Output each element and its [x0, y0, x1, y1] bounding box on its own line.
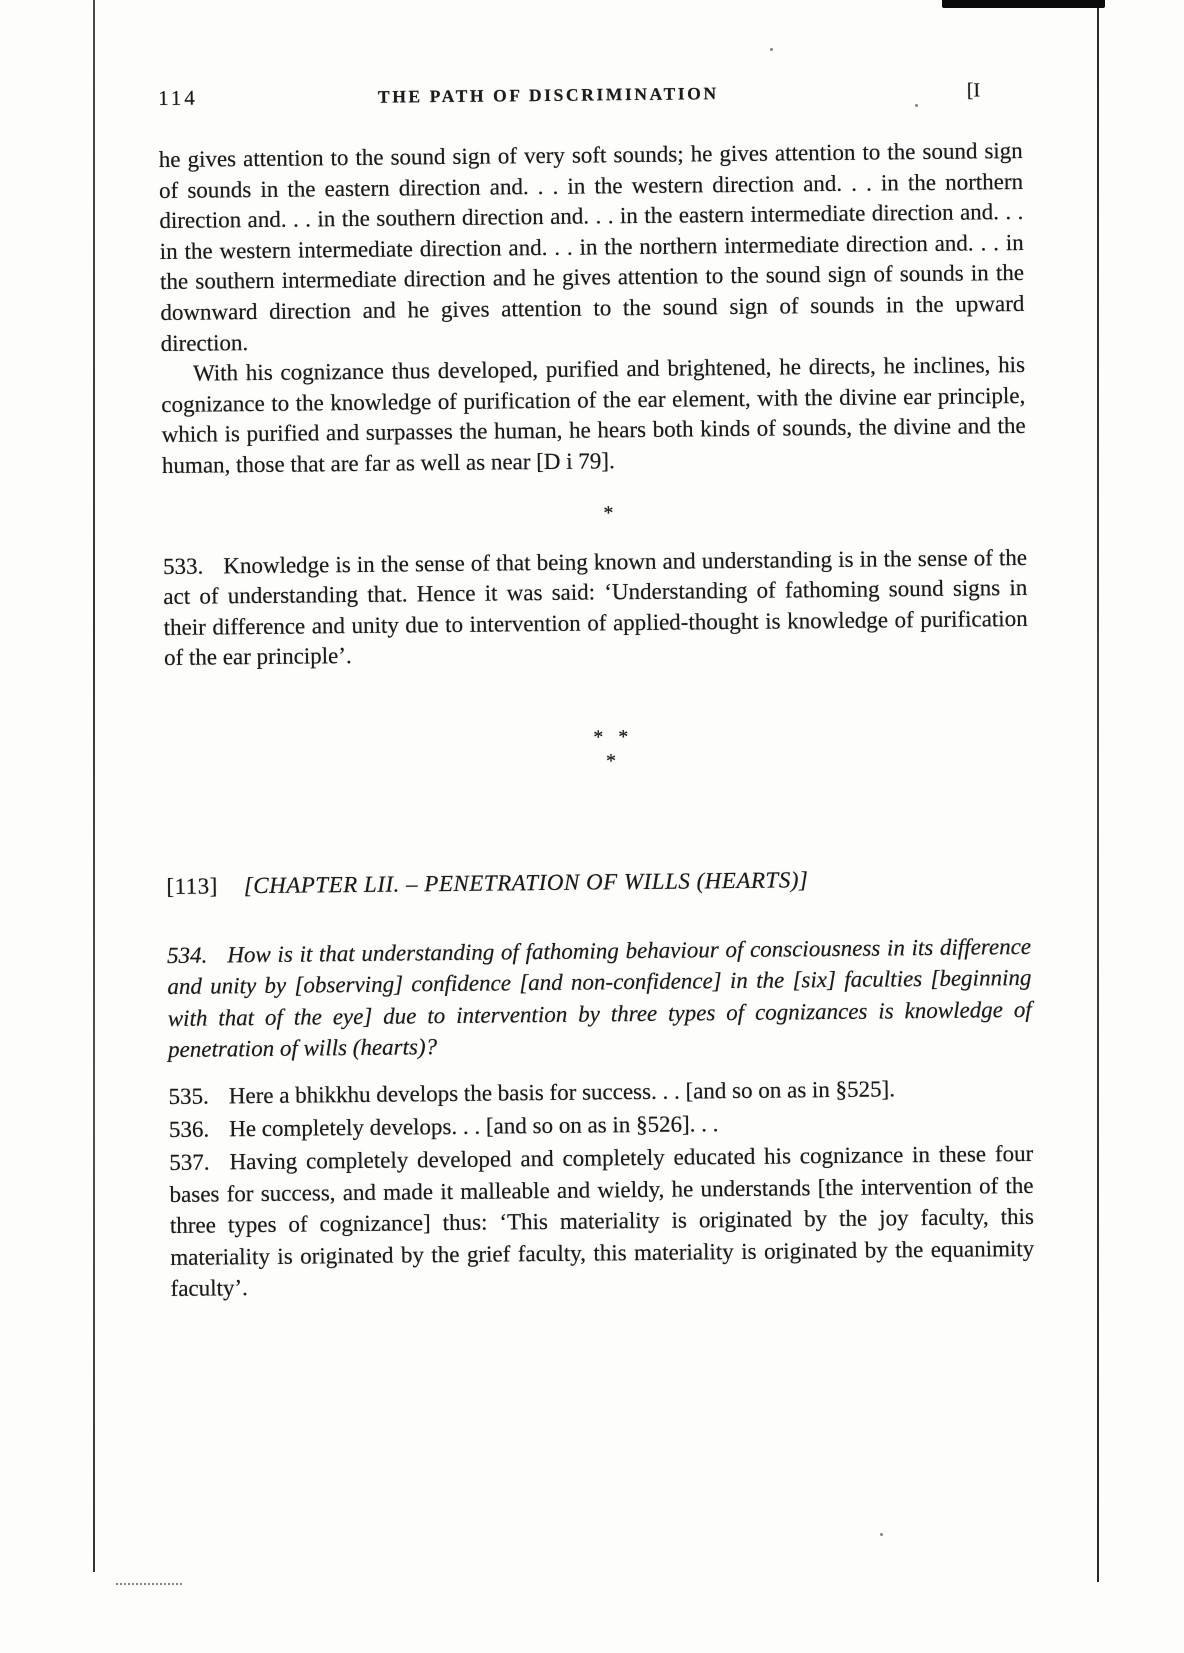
- section-537-text: Having completely developed and completely educated his cognizance in these four bases for success, and made it malleable and wieldy, he understands [the intervention of the three types of cognizance] thus: ‘This materiality is originated by the joy faculty, this materiality is originated by the grief faculty, this materiality is originated by the equanimity faculty’.: [169, 1140, 1035, 1302]
- scan-speck: [770, 48, 773, 51]
- section-537: [169, 1138, 1035, 1305]
- page-header: [158, 77, 1022, 111]
- section-533: [163, 542, 1028, 673]
- running-title: THE PATH OF DISCRIMINATION: [377, 83, 719, 107]
- paragraph-cognizance: With his cognizance thus developed, purified and brightened, he directs, he inclines, his cognizance to the knowledge of purification of the ear element, with the divine ear principle, which is purified and surpasses the human, he hears both kinds of sounds, the divine and the human, those that are far as well as near [D i 79].: [161, 352, 1026, 478]
- scan-speck: [880, 1533, 883, 1536]
- page-content: [158, 77, 1035, 1305]
- section-535-text: Here a bhikkhu develops the basis for success. . . [and so on as in §525].: [228, 1076, 896, 1109]
- section-533-number: 533.: [162, 553, 204, 579]
- star-separator-pair-below: *: [605, 750, 617, 773]
- page-number: 114: [158, 85, 198, 110]
- section-537-number: 537.: [169, 1149, 210, 1176]
- section-536-text: He completely develops. . . [and so on as in §526]. . .: [229, 1110, 719, 1141]
- corner-bracket-mark: [I: [966, 79, 981, 102]
- scan-edge-line-right: [1097, 6, 1099, 1582]
- section-534: [167, 931, 1032, 1066]
- scan-artifact-top-bar: [942, 0, 1105, 8]
- section-534-number: 534.: [166, 942, 208, 968]
- paragraph-sound-signs: he gives attention to the sound sign of very soft sounds; he gives attention to the sound sign of sounds in the eastern direction and. . . in the western direction and. . . in the northern direction and. . . in the southern direction and. . . in the eastern intermediate direction and. . . in the western intermediate direction and. . . in the northern intermediate direction and. . . in the southern intermediate direction and he gives attention to the sound sign of sounds in the downward direction and he gives attention to the sound sign of sounds in the upward direction.: [158, 137, 1025, 356]
- section-535-number: 535.: [168, 1083, 209, 1109]
- star-separator-pair: * *: [593, 726, 629, 749]
- chapter-heading: [166, 865, 1030, 900]
- scan-edge-line-left: [93, 0, 95, 1572]
- star-separator-single: *: [603, 501, 614, 524]
- scan-artifact-dotted-mark: [116, 1583, 182, 1585]
- section-533-text: Knowledge is in the sense of that being known and understanding is in the sense of the act of understanding that. Hence it was said: ‘Understanding of fathoming sound signs in their difference and unity due to intervention of applied-thought is knowledge of purification of the ear principle’.: [163, 544, 1028, 671]
- section-534-text: How is it that understanding of fathoming behaviour of consciousness in its difference and unity by [observing] confidence [and non-confidence] in the [six] faculties [beginning with that of the eye] due to intervention by three types of cognizances is knowledge of penetration of wills (hearts)?: [167, 933, 1032, 1063]
- chapter-title: [CHAPTER LII. – PENETRATION OF WILLS (HEARTS)]: [243, 867, 809, 899]
- chapter-margin-ref: [113]: [166, 873, 218, 899]
- section-536-number: 536.: [168, 1116, 210, 1142]
